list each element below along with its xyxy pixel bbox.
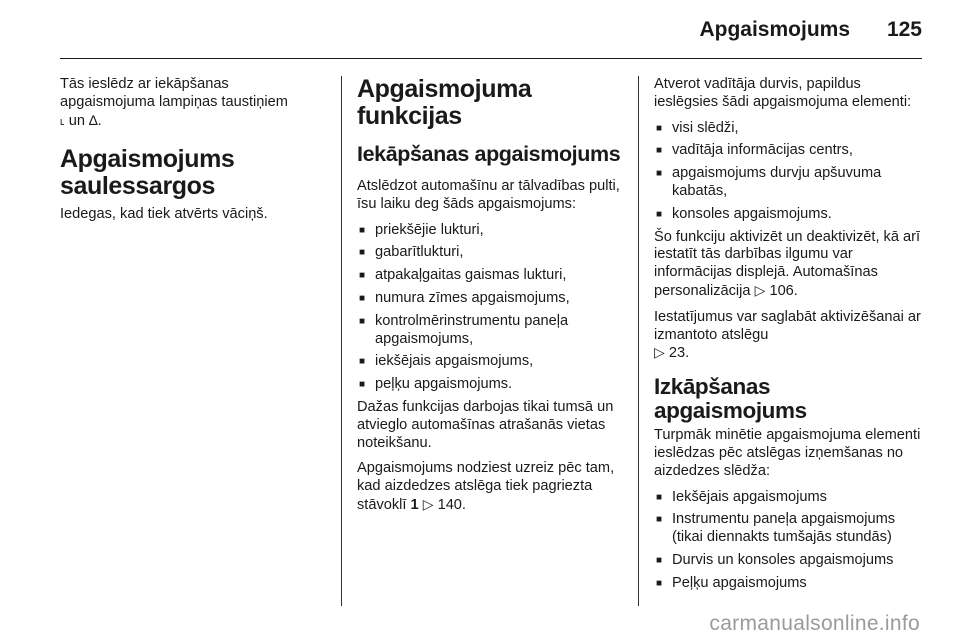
column-2 bbox=[357, 76, 623, 523]
page-title: Apgaismojums bbox=[699, 18, 850, 41]
header-rule bbox=[60, 58, 922, 59]
page-number: 125 bbox=[886, 18, 922, 41]
intro-line-1: Tās ieslēdz ar iekāpšanas bbox=[60, 76, 229, 92]
intro-end: . bbox=[97, 112, 102, 129]
list-item: ■ kontrolmērinstrumentu paneļa apgaismojums, bbox=[357, 313, 623, 349]
paragraph-darkness: Dažas funkcijas darbojas tikai tumsā un atvieglo automašīnas atrašanās vietas noteikšanu. bbox=[357, 398, 614, 451]
list-item: ■ Iekšējais apgaismojums bbox=[654, 489, 924, 507]
visor-body: Iedegas, kad tiek atvērts vāciņš. bbox=[60, 206, 268, 223]
section-heading-exit-lighting: Izkāpšanas apgaismojums bbox=[654, 374, 807, 424]
list-item: ■ vadītāja informācijas centrs, bbox=[654, 142, 924, 160]
list-item: ■ iekšējais apgaismojums, bbox=[357, 353, 623, 371]
page-header bbox=[60, 0, 922, 60]
cross-reference-icon: ▷ bbox=[754, 281, 766, 298]
exit-light-list bbox=[654, 489, 924, 593]
list-item: ■ priekšējie lukturi, bbox=[357, 222, 623, 240]
list-item: ■ peļķu apgaismojums. bbox=[357, 376, 623, 394]
intro-un: un bbox=[68, 112, 85, 129]
entry-intro: Atslēdzot automašīnu ar tālvadības pulti, īsu laiku deg šāds apgaismojums: bbox=[357, 178, 620, 212]
section-heading-visor: Apgaismojums saulessargos bbox=[60, 145, 235, 201]
column-1 bbox=[60, 76, 328, 232]
list-item: ■ Instrumentu paneļa apgaismojums (tikai diennakts tumšajās stundās) bbox=[654, 511, 924, 547]
column-divider-2 bbox=[638, 76, 639, 606]
list-item: ■ visi slēdži, bbox=[654, 120, 924, 138]
list-item: ■ konsoles apgaismojums. bbox=[654, 206, 924, 224]
intro-line-2: apgaismojuma lampiņas taustiņiem bbox=[60, 93, 288, 110]
cross-reference-icon: ▷ bbox=[422, 495, 434, 512]
courtesy-lamp-icon: ˪ bbox=[60, 111, 65, 128]
watermark: carmanualsonline.info bbox=[709, 612, 920, 635]
list-item: ■ numura zīmes apgaismojums, bbox=[357, 290, 623, 308]
list-item: ■ Durvis un konsoles apgaismojums bbox=[654, 552, 924, 570]
cross-reference-icon: ▷ bbox=[654, 344, 665, 361]
paragraph-key-settings: Iestatījumus var saglabāt aktivizēšanai ar izmantoto atslēgu ▷ 23. bbox=[654, 308, 921, 362]
paragraph-activation: Šo funkciju aktivizēt un deaktivizēt, kā arī iestatīt tās darbības ilgumu var informācijas displejā. Automašīnas personalizācija ▷ 106. bbox=[654, 228, 921, 299]
section-heading-functions: Apgaismojuma funkcijas bbox=[357, 75, 532, 130]
driver-door-list bbox=[654, 120, 924, 224]
subheading-entry-lighting: Iekāpšanas apgaismojums bbox=[357, 142, 621, 166]
paragraph-ignition: Apgaismojums nodziest uzreiz pēc tam, kad aizdedzes atslēga tiek pagriezta stāvoklī 1 ▷ 140. bbox=[357, 460, 615, 513]
list-item: ■ apgaismojums durvju apšuvuma kabatās, bbox=[654, 165, 924, 201]
list-item: ■ gabarītlukturi, bbox=[357, 244, 623, 262]
courtesy-lamp-2-icon: ∆ bbox=[89, 111, 98, 128]
exit-intro: Turpmāk minētie apgaismojuma elementi ieslēdzas pēc atslēgas izņemšanas no aizdedzes slēdža: bbox=[654, 427, 921, 479]
driver-door-intro: Atverot vadītāja durvis, papildus ieslēgsies šādi apgaismojuma elementi: bbox=[654, 76, 912, 110]
column-3 bbox=[654, 76, 924, 598]
list-item: ■ Peļķu apgaismojums bbox=[654, 575, 924, 593]
entry-light-list bbox=[357, 222, 623, 394]
intro-paragraph bbox=[60, 76, 328, 130]
column-divider-1 bbox=[341, 76, 342, 606]
list-item: ■ atpakaļgaitas gaismas lukturi, bbox=[357, 267, 623, 285]
